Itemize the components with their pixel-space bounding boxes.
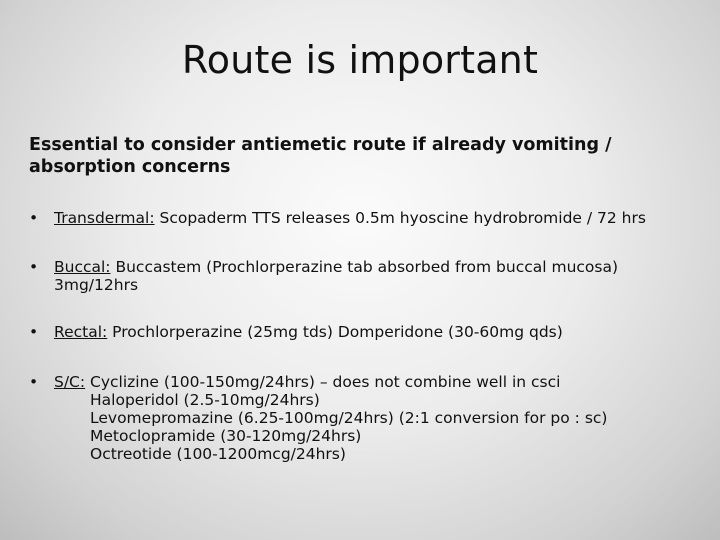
bullet-icon: • <box>29 323 39 341</box>
slide-title: Route is important <box>181 38 539 82</box>
route-term: Buccal: <box>54 258 111 276</box>
route-text: Cyclizine (100-150mg/24hrs) – does not combine well in csci <box>85 373 561 391</box>
route-term: Transdermal: <box>54 209 155 227</box>
route-text: Scopaderm TTS releases 0.5m hyoscine hydrobromide / 72 hrs <box>154 209 646 227</box>
list-item-transdermal <box>29 209 689 227</box>
drug-line-levomepromazine: Levomepromazine (6.25-100mg/24hrs) (2:1 conversion for po : sc) <box>90 409 608 427</box>
list-item-buccal <box>29 258 689 294</box>
list-item-body <box>54 258 689 294</box>
route-term: Rectal: <box>54 323 108 341</box>
route-text: Prochlorperazine (25mg tds) Domperidone (30-60mg qds) <box>107 323 563 341</box>
list-item-subcutaneous <box>29 373 689 463</box>
bullet-icon: • <box>29 209 39 227</box>
list-item-body <box>54 323 689 341</box>
intro-text: Essential to consider antiemetic route if already vomiting / absorption concerns <box>29 135 612 177</box>
route-term: S/C: <box>54 373 86 391</box>
drug-line-octreotide: Octreotide (100-1200mcg/24hrs) <box>90 445 346 463</box>
list-item-body <box>54 209 689 227</box>
bullet-icon: • <box>29 373 39 391</box>
list-item-body <box>54 373 689 463</box>
drug-line-haloperidol: Haloperidol (2.5-10mg/24hrs) <box>90 391 320 409</box>
drug-line-metoclopramide: Metoclopramide (30-120mg/24hrs) <box>90 427 362 445</box>
route-text: Buccastem (Prochlorperazine tab absorbed from buccal mucosa) 3mg/12hrs <box>54 258 619 294</box>
bullet-icon: • <box>29 258 39 276</box>
list-item-rectal <box>29 323 689 341</box>
